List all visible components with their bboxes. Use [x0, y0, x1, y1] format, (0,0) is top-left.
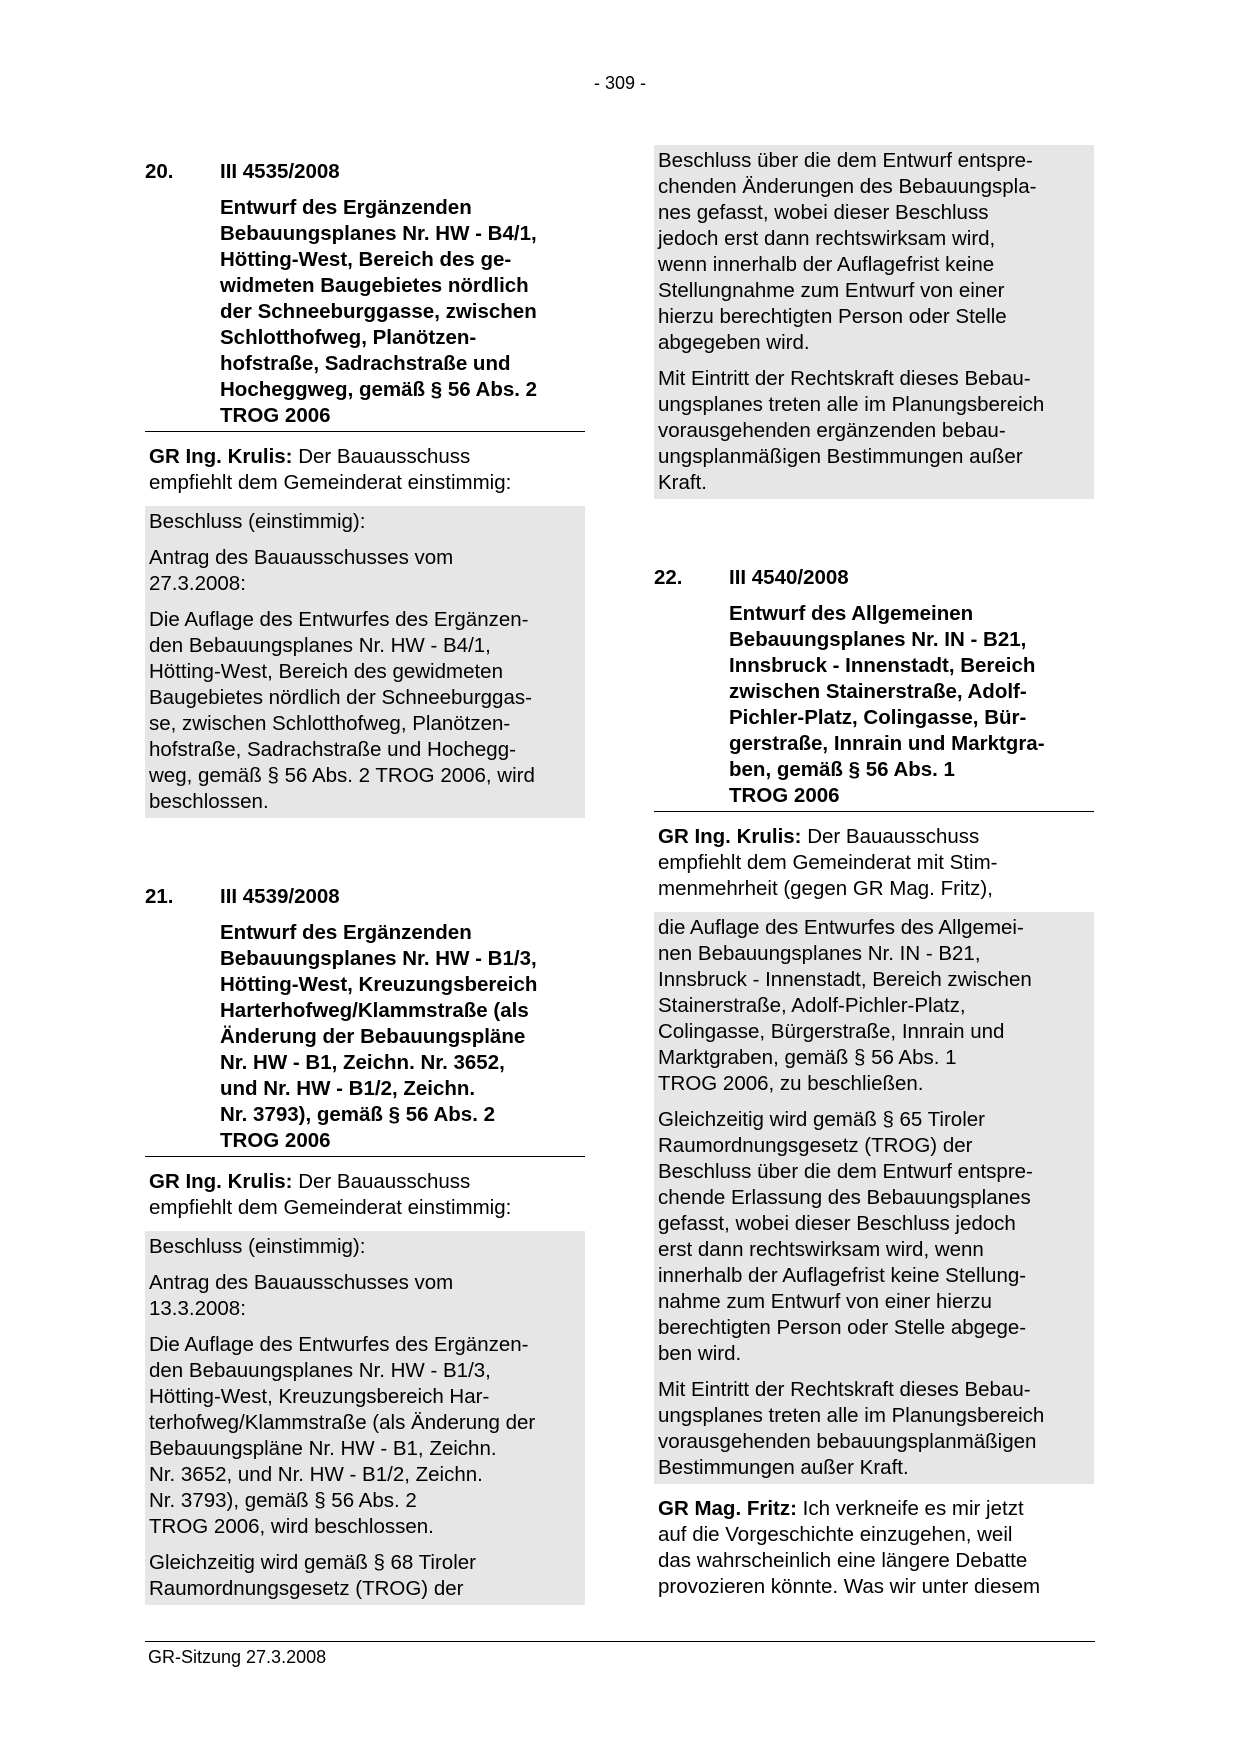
title-line: Bebauungsplanes Nr. IN - B21, [729, 628, 1027, 651]
speaker-statement [145, 1169, 585, 1221]
resolution-paragraph [658, 366, 1090, 496]
title-line: Harterhofweg/Klammstraße (als [220, 999, 529, 1022]
text-line: terhofweg/Klammstraße (als Änderung der [149, 1411, 536, 1434]
text-line: innerhalb der Auflagefrist keine Stellung- [658, 1264, 1027, 1287]
title-line: Hötting-West, Bereich des ge- [220, 248, 512, 271]
speaker-text: Ich verkneife es mir jetzt [796, 1497, 1024, 1520]
title-line: TROG 2006 [220, 404, 331, 427]
text-line: Raumordnungsgesetz (TROG) der [149, 1577, 464, 1600]
title-line: Bebauungsplanes Nr. HW - B4/1, [220, 222, 537, 245]
text-line: Beschluss über die dem Entwurf entspre- [658, 149, 1033, 172]
speaker-statement [654, 824, 1094, 902]
item-code: III 4535/2008 [220, 160, 340, 183]
item-code: III 4539/2008 [220, 885, 340, 908]
continuation-box [654, 145, 1094, 499]
agenda-item-20 [145, 159, 585, 818]
text-line: erst dann rechtswirksam wird, wenn [658, 1238, 984, 1261]
text-line: Bestimmungen außer Kraft. [658, 1456, 909, 1479]
text-line: 13.3.2008: [149, 1297, 246, 1320]
resolution-paragraph [149, 1332, 581, 1540]
resolution-paragraph [658, 915, 1090, 1097]
text-line: Antrag des Bauausschusses vom [149, 1271, 454, 1294]
speaker-name: GR Ing. Krulis: [658, 825, 802, 848]
text-line: Stainerstraße, Adolf-Pichler-Platz, [658, 994, 966, 1017]
text-line: Gleichzeitig wird gemäß § 68 Tiroler [149, 1551, 476, 1574]
resolution-paragraph [658, 148, 1090, 356]
text-line: Mit Eintritt der Rechtskraft dieses Bebau- [658, 1378, 1031, 1401]
footer-divider [145, 1641, 1095, 1642]
text-line: Hötting-West, Bereich des gewidmeten [149, 660, 503, 683]
text-line: Beschluss (einstimmig): [149, 510, 366, 533]
speaker-name: GR Ing. Krulis: [149, 1170, 293, 1193]
text-line: hierzu berechtigten Person oder Stelle [658, 305, 1007, 328]
text-line: gefasst, wobei dieser Beschluss jedoch [658, 1212, 1016, 1235]
text-line: 27.3.2008: [149, 572, 246, 595]
speaker-name: GR Ing. Krulis: [149, 445, 293, 468]
text-line: nahme zum Entwurf von einer hierzu [658, 1290, 992, 1313]
text-line: ben wird. [658, 1342, 742, 1365]
text-line: ungsplanes treten alle im Planungsbereich [658, 393, 1045, 416]
text-line: Antrag des Bauausschusses vom [149, 546, 454, 569]
title-line: Änderung der Bebauungspläne [220, 1025, 526, 1048]
speaker-text: empfiehlt dem Gemeinderat einstimmig: [149, 1196, 512, 1219]
resolution-paragraph [149, 607, 581, 815]
resolution-paragraph [149, 509, 581, 535]
item-number: 20. [145, 160, 174, 183]
text-line: jedoch erst dann rechtswirksam wird, [658, 227, 996, 250]
text-line: Baugebietes nördlich der Schneeburggas- [149, 686, 532, 709]
text-line: TROG 2006, wird beschlossen. [149, 1515, 434, 1538]
text-line: Die Auflage des Entwurfes des Ergänzen- [149, 1333, 529, 1356]
item-title [145, 920, 585, 1157]
resolution-paragraph [149, 1550, 581, 1602]
speaker-statement-fritz [654, 1496, 1094, 1600]
text-line: chende Erlassung des Bebauungsplanes [658, 1186, 1031, 1209]
resolution-box [145, 506, 585, 818]
title-line: Entwurf des Allgemeinen [729, 602, 974, 625]
title-line: zwischen Stainerstraße, Adolf- [729, 680, 1027, 703]
title-line: Entwurf des Ergänzenden [220, 196, 472, 219]
item-code: III 4540/2008 [729, 566, 849, 589]
text-line: die Auflage des Entwurfes des Allgemei- [658, 916, 1024, 939]
page-number: - 309 - [593, 73, 647, 93]
text-line: Kraft. [658, 471, 707, 494]
item-number: 21. [145, 885, 174, 908]
agenda-item-22 [654, 565, 1094, 1600]
text-line: Nr. 3652, und Nr. HW - B1/2, Zeichn. [149, 1463, 483, 1486]
title-line: Hötting-West, Kreuzungsbereich [220, 973, 538, 996]
text-line: se, zwischen Schlotthofweg, Planötzen- [149, 712, 511, 735]
text-line: chenden Änderungen des Bebauungspla- [658, 175, 1037, 198]
item-title [654, 601, 1094, 812]
speaker-text: empfiehlt dem Gemeinderat mit Stim- [658, 851, 998, 874]
agenda-item-21 [145, 884, 585, 1605]
text-line: Die Auflage des Entwurfes des Ergänzen- [149, 608, 529, 631]
text-line: weg, gemäß § 56 Abs. 2 TROG 2006, wird [149, 764, 535, 787]
text-line: TROG 2006, zu beschließen. [658, 1072, 924, 1095]
title-line: Innsbruck - Innenstadt, Bereich [729, 654, 1036, 677]
title-line: Schlotthofweg, Planötzen- [220, 326, 477, 349]
text-line: Innsbruck - Innenstadt, Bereich zwischen [658, 968, 1032, 991]
speaker-text: Der Bauausschuss [801, 825, 980, 848]
title-line: hofstraße, Sadrachstraße und [220, 352, 511, 375]
text-line: beschlossen. [149, 790, 269, 813]
title-line: Nr. HW - B1, Zeichn. Nr. 3652, [220, 1051, 505, 1074]
title-line: der Schneeburggasse, zwischen [220, 300, 537, 323]
text-line: den Bebauungsplanes Nr. HW - B1/3, [149, 1359, 491, 1382]
text-line: vorausgehenden bebauungsplanmäßigen [658, 1430, 1037, 1453]
speaker-text: Der Bauausschuss [292, 1170, 471, 1193]
resolution-box [145, 1231, 585, 1605]
title-line: ben, gemäß § 56 Abs. 1 [729, 758, 955, 781]
text-line: Colingasse, Bürgerstraße, Innrain und [658, 1020, 1005, 1043]
title-line: Bebauungsplanes Nr. HW - B1/3, [220, 947, 537, 970]
text-line: ungsplanmäßigen Bestimmungen außer [658, 445, 1023, 468]
text-line: Beschluss (einstimmig): [149, 1235, 366, 1258]
speaker-statement [145, 444, 585, 496]
speaker-text: auf die Vorgeschichte einzugehen, weil [658, 1523, 1013, 1546]
resolution-paragraph [149, 1234, 581, 1260]
resolution-paragraph [658, 1377, 1090, 1481]
text-line: Gleichzeitig wird gemäß § 65 Tiroler [658, 1108, 985, 1131]
speaker-text: empfiehlt dem Gemeinderat einstimmig: [149, 471, 512, 494]
title-line: Pichler-Platz, Colingasse, Bür- [729, 706, 1027, 729]
resolution-paragraph [149, 1270, 581, 1322]
item-heading [145, 884, 585, 910]
speaker-text: menmehrheit (gegen GR Mag. Fritz), [658, 877, 993, 900]
title-line: Nr. 3793), gemäß § 56 Abs. 2 [220, 1103, 495, 1126]
text-line: vorausgehenden ergänzenden bebau- [658, 419, 1006, 442]
item-number: 22. [654, 566, 683, 589]
text-line: ungsplanes treten alle im Planungsbereich [658, 1404, 1045, 1427]
text-line: Bebauungspläne Nr. HW - B1, Zeichn. [149, 1437, 497, 1460]
title-line: Hocheggweg, gemäß § 56 Abs. 2 [220, 378, 538, 401]
text-line: den Bebauungsplanes Nr. HW - B4/1, [149, 634, 491, 657]
title-line: widmeten Baugebietes nördlich [220, 274, 529, 297]
text-line: nes gefasst, wobei dieser Beschluss [658, 201, 989, 224]
text-line: Raumordnungsgesetz (TROG) der [658, 1134, 973, 1157]
left-column [145, 159, 585, 1605]
text-line: nen Bebauungsplanes Nr. IN - B21, [658, 942, 981, 965]
right-column [654, 145, 1094, 1600]
text-line: Stellungnahme zum Entwurf von einer [658, 279, 1005, 302]
text-line: wenn innerhalb der Auflagefrist keine [658, 253, 995, 276]
text-line: Beschluss über die dem Entwurf entspre- [658, 1160, 1033, 1183]
speaker-text: provozieren könnte. Was wir unter diesem [658, 1575, 1041, 1598]
text-line: hofstraße, Sadrachstraße und Hochegg- [149, 738, 516, 761]
text-line: Nr. 3793), gemäß § 56 Abs. 2 [149, 1489, 417, 1512]
speaker-text: Der Bauausschuss [292, 445, 471, 468]
text-line: abgegeben wird. [658, 331, 810, 354]
speaker-text: das wahrscheinlich eine längere Debatte [658, 1549, 1028, 1572]
title-line: TROG 2006 [729, 784, 840, 807]
text-line: Mit Eintritt der Rechtskraft dieses Bebau- [658, 367, 1031, 390]
speaker-name: GR Mag. Fritz: [658, 1497, 797, 1520]
text-line: Hötting-West, Kreuzungsbereich Har- [149, 1385, 490, 1408]
title-line: gerstraße, Innrain und Marktgra- [729, 732, 1045, 755]
item-title [145, 195, 585, 432]
item-heading [145, 159, 585, 185]
title-line: und Nr. HW - B1/2, Zeichn. [220, 1077, 476, 1100]
resolution-paragraph [658, 1107, 1090, 1367]
resolution-box [654, 912, 1094, 1484]
resolution-paragraph [149, 545, 581, 597]
text-line: berechtigten Person oder Stelle abgege- [658, 1316, 1027, 1339]
title-line: Entwurf des Ergänzenden [220, 921, 472, 944]
footer-text: GR-Sitzung 27.3.2008 [148, 1647, 327, 1667]
item-heading [654, 565, 1094, 591]
title-line: TROG 2006 [220, 1129, 331, 1152]
text-line: Marktgraben, gemäß § 56 Abs. 1 [658, 1046, 957, 1069]
